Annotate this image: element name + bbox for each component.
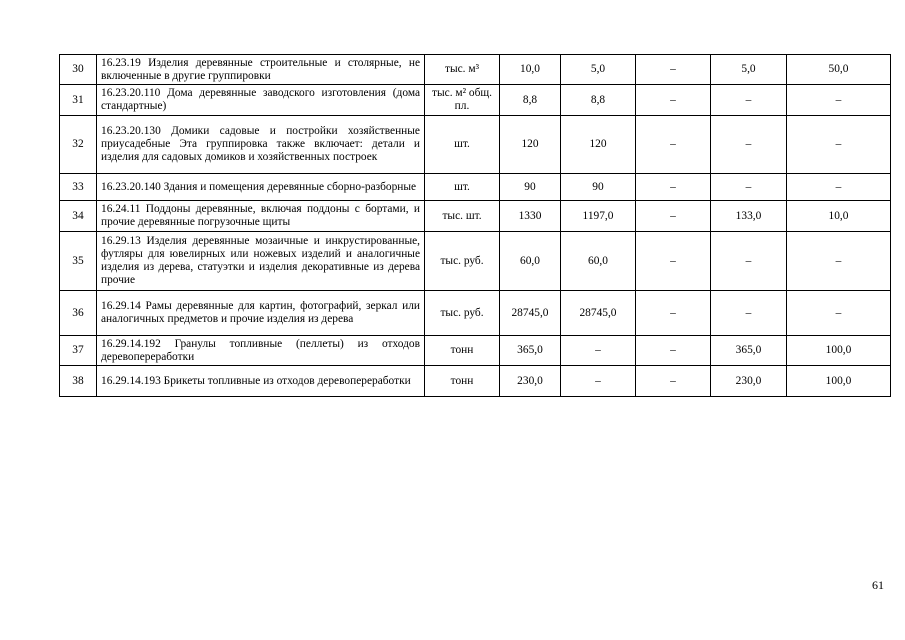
value-col-3: – xyxy=(636,85,711,116)
unit-of-measure: шт. xyxy=(425,174,500,201)
value-col-5: 100,0 xyxy=(787,366,891,397)
value-col-4: – xyxy=(711,85,787,116)
value-col-5: – xyxy=(787,232,891,291)
value-col-4: 365,0 xyxy=(711,336,787,366)
value-col-5: 10,0 xyxy=(787,201,891,232)
value-col-2: – xyxy=(561,336,636,366)
product-name: 16.29.14.193 Брикеты топливные из отходов деревопереработки xyxy=(97,366,425,397)
value-col-5: 100,0 xyxy=(787,336,891,366)
value-col-2: 60,0 xyxy=(561,232,636,291)
product-name: 16.29.14 Рамы деревянные для картин, фотографий, зеркал или аналогичных предметов и прочие изделия из дерева xyxy=(97,291,425,336)
row-number: 36 xyxy=(60,291,97,336)
unit-of-measure: тыс. руб. xyxy=(425,291,500,336)
value-col-2: – xyxy=(561,366,636,397)
data-table xyxy=(59,54,891,397)
product-name: 16.24.11 Поддоны деревянные, включая поддоны с бортами, и прочие деревянные погрузочные щиты xyxy=(97,201,425,232)
value-col-1: 120 xyxy=(500,116,561,174)
table-row xyxy=(60,85,891,116)
value-col-3: – xyxy=(636,174,711,201)
value-col-3: – xyxy=(636,366,711,397)
unit-of-measure: тыс. м³ xyxy=(425,55,500,85)
value-col-5: – xyxy=(787,116,891,174)
value-col-3: – xyxy=(636,55,711,85)
value-col-1: 1330 xyxy=(500,201,561,232)
value-col-2: 8,8 xyxy=(561,85,636,116)
value-col-3: – xyxy=(636,336,711,366)
table-row xyxy=(60,174,891,201)
value-col-4: 230,0 xyxy=(711,366,787,397)
table-row xyxy=(60,116,891,174)
value-col-2: 1197,0 xyxy=(561,201,636,232)
unit-of-measure: тонн xyxy=(425,366,500,397)
row-number: 30 xyxy=(60,55,97,85)
value-col-3: – xyxy=(636,232,711,291)
value-col-4: – xyxy=(711,174,787,201)
value-col-2: 90 xyxy=(561,174,636,201)
row-number: 31 xyxy=(60,85,97,116)
value-col-4: – xyxy=(711,232,787,291)
unit-of-measure: тонн xyxy=(425,336,500,366)
product-name: 16.29.13 Изделия деревянные мозаичные и инкрустированные, футляры для ювелирных или ножевых изделий и аналогичные изделия из дерева, статуэтки и изделия декоративные из дерева прочие xyxy=(97,232,425,291)
value-col-1: 230,0 xyxy=(500,366,561,397)
table-row xyxy=(60,336,891,366)
unit-of-measure: шт. xyxy=(425,116,500,174)
product-name: 16.23.20.140 Здания и помещения деревянные сборно-разборные xyxy=(97,174,425,201)
row-number: 37 xyxy=(60,336,97,366)
value-col-5: – xyxy=(787,174,891,201)
unit-of-measure: тыс. руб. xyxy=(425,232,500,291)
unit-of-measure: тыс. м² общ. пл. xyxy=(425,85,500,116)
product-name: 16.29.14.192 Гранулы топливные (пеллеты) из отходов деревопереработки xyxy=(97,336,425,366)
table-row xyxy=(60,55,891,85)
table-row xyxy=(60,291,891,336)
value-col-3: – xyxy=(636,291,711,336)
row-number: 33 xyxy=(60,174,97,201)
value-col-5: 50,0 xyxy=(787,55,891,85)
row-number: 34 xyxy=(60,201,97,232)
value-col-3: – xyxy=(636,116,711,174)
value-col-2: 120 xyxy=(561,116,636,174)
table-row xyxy=(60,232,891,291)
value-col-4: 133,0 xyxy=(711,201,787,232)
value-col-5: – xyxy=(787,85,891,116)
page-number: 61 xyxy=(872,578,884,592)
value-col-1: 60,0 xyxy=(500,232,561,291)
product-name: 16.23.19 Изделия деревянные строительные и столярные, не включенные в другие группировки xyxy=(97,55,425,85)
row-number: 38 xyxy=(60,366,97,397)
value-col-2: 5,0 xyxy=(561,55,636,85)
value-col-2: 28745,0 xyxy=(561,291,636,336)
product-name: 16.23.20.130 Домики садовые и постройки хозяйственные приусадебные Эта группировка также включает: детали и изделия для садовых домиков и хозяйственных построек xyxy=(97,116,425,174)
row-number: 35 xyxy=(60,232,97,291)
value-col-5: – xyxy=(787,291,891,336)
table-row xyxy=(60,201,891,232)
value-col-1: 28745,0 xyxy=(500,291,561,336)
table-row xyxy=(60,366,891,397)
value-col-4: – xyxy=(711,291,787,336)
value-col-1: 365,0 xyxy=(500,336,561,366)
row-number: 32 xyxy=(60,116,97,174)
value-col-4: – xyxy=(711,116,787,174)
unit-of-measure: тыс. шт. xyxy=(425,201,500,232)
value-col-1: 8,8 xyxy=(500,85,561,116)
value-col-1: 10,0 xyxy=(500,55,561,85)
value-col-3: – xyxy=(636,201,711,232)
product-name: 16.23.20.110 Дома деревянные заводского изготовления (дома стандартные) xyxy=(97,85,425,116)
value-col-1: 90 xyxy=(500,174,561,201)
value-col-4: 5,0 xyxy=(711,55,787,85)
